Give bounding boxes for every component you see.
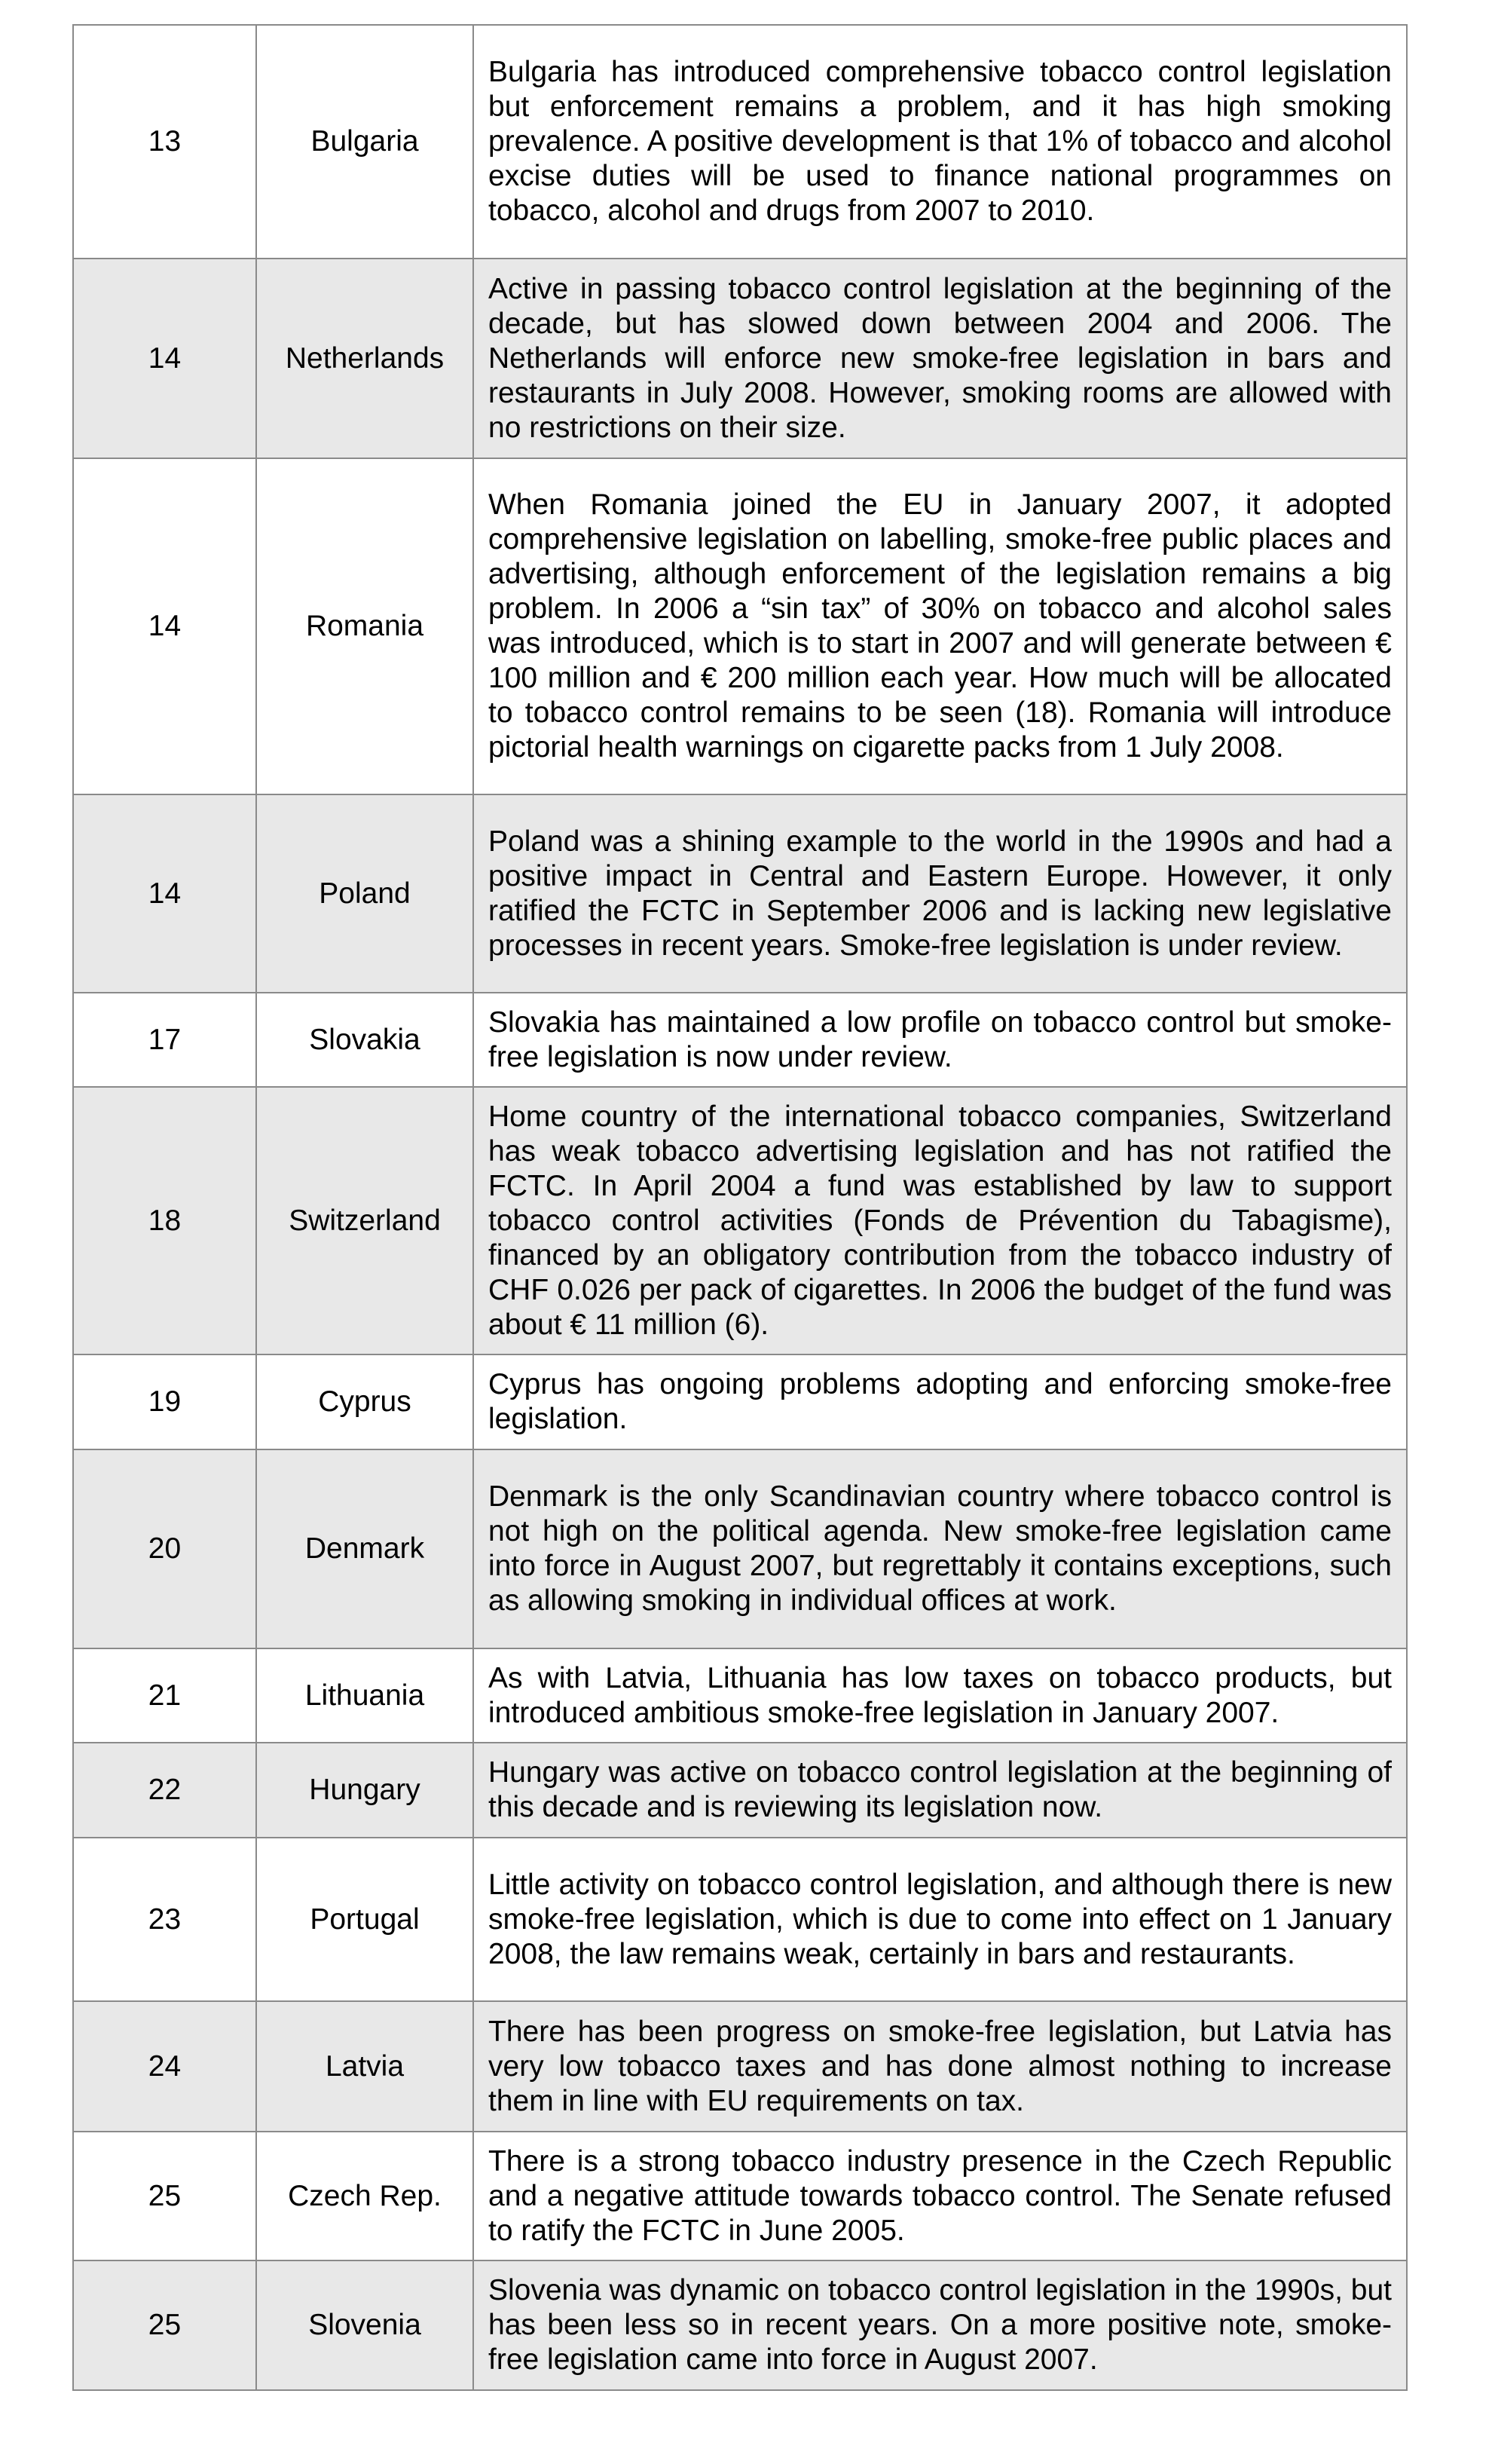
rank-cell: 23: [73, 1838, 256, 2001]
country-cell: Bulgaria: [256, 25, 473, 259]
description-cell: Active in passing tobacco control legislation at the beginning of the decade, but has slowed down between 2004 and 2006. The Netherlands will enforce new smoke-free legislation in bars and restaurants in July 2008. However, smoking rooms are allowed with no restrictions on their size.: [473, 259, 1407, 458]
rank-cell: 20: [73, 1449, 256, 1648]
description-cell: There is a strong tobacco industry presence in the Czech Republic and a negative attitude towards tobacco control. The Senate refused to ratify the FCTC in June 2005.: [473, 2132, 1407, 2260]
rank-cell: 14: [73, 458, 256, 794]
table-row: [73, 1354, 1407, 1449]
table-row: [73, 259, 1407, 458]
rank-cell: 21: [73, 1648, 256, 1743]
country-ranking-table: [72, 24, 1408, 2391]
country-cell: Denmark: [256, 1449, 473, 1648]
country-cell: Cyprus: [256, 1354, 473, 1449]
country-cell: Portugal: [256, 1838, 473, 2001]
description-cell: Cyprus has ongoing problems adopting and enforcing smoke-free legislation.: [473, 1354, 1407, 1449]
table-row: [73, 1648, 1407, 1743]
description-cell: Slovakia has maintained a low profile on tobacco control but smoke-free legislation is now under review.: [473, 993, 1407, 1087]
rank-cell: 22: [73, 1743, 256, 1838]
table-row: [73, 794, 1407, 993]
description-cell: Slovenia was dynamic on tobacco control legislation in the 1990s, but has been less so in recent years. On a more positive note, smoke-free legislation came into force in August 2007.: [473, 2260, 1407, 2390]
table-body: [73, 25, 1407, 2390]
country-cell: Romania: [256, 458, 473, 794]
description-cell: Hungary was active on tobacco control legislation at the beginning of this decade and is reviewing its legislation now.: [473, 1743, 1407, 1838]
description-cell: As with Latvia, Lithuania has low taxes on tobacco products, but introduced ambitious smoke-free legislation in January 2007.: [473, 1648, 1407, 1743]
table-row: [73, 1087, 1407, 1354]
table-row: [73, 2132, 1407, 2260]
table-row: [73, 458, 1407, 794]
country-cell: Lithuania: [256, 1648, 473, 1743]
rank-cell: 25: [73, 2132, 256, 2260]
rank-cell: 18: [73, 1087, 256, 1354]
rank-cell: 19: [73, 1354, 256, 1449]
table-row: [73, 2260, 1407, 2390]
rank-cell: 14: [73, 794, 256, 993]
country-cell: Hungary: [256, 1743, 473, 1838]
rank-cell: 17: [73, 993, 256, 1087]
country-cell: Latvia: [256, 2001, 473, 2132]
table-row: [73, 2001, 1407, 2132]
rank-cell: 14: [73, 259, 256, 458]
description-cell: Denmark is the only Scandinavian country where tobacco control is not high on the political agenda. New smoke-free legislation came into force in August 2007, but regrettably it contains exceptions, such as allowing smoking in individual offices at work.: [473, 1449, 1407, 1648]
table-row: [73, 1743, 1407, 1838]
description-cell: Little activity on tobacco control legislation, and although there is new smoke-free legislation, which is due to come into effect on 1 January 2008, the law remains weak, certainly in bars and restaurants.: [473, 1838, 1407, 2001]
country-cell: Poland: [256, 794, 473, 993]
table-row: [73, 1838, 1407, 2001]
rank-cell: 24: [73, 2001, 256, 2132]
country-cell: Netherlands: [256, 259, 473, 458]
country-cell: Slovenia: [256, 2260, 473, 2390]
table-row: [73, 25, 1407, 259]
rank-cell: 25: [73, 2260, 256, 2390]
country-cell: Switzerland: [256, 1087, 473, 1354]
description-cell: There has been progress on smoke-free legislation, but Latvia has very low tobacco taxes and has done almost nothing to increase them in line with EU requirements on tax.: [473, 2001, 1407, 2132]
description-cell: Poland was a shining example to the world in the 1990s and had a positive impact in Central and Eastern Europe. However, it only ratified the FCTC in September 2006 and is lacking new legislative processes in recent years. Smoke-free legislation is under review.: [473, 794, 1407, 993]
country-cell: Slovakia: [256, 993, 473, 1087]
rank-cell: 13: [73, 25, 256, 259]
country-cell: Czech Rep.: [256, 2132, 473, 2260]
table-row: [73, 993, 1407, 1087]
description-cell: Home country of the international tobacco companies, Switzerland has weak tobacco advertising legislation and has not ratified the FCTC. In April 2004 a fund was established by law to support tobacco control activities (Fonds de Prévention du Tabagisme), financed by an obligatory contribution from the tobacco industry of CHF 0.026 per pack of cigarettes. In 2006 the budget of the fund was about € 11 million (6).: [473, 1087, 1407, 1354]
table-row: [73, 1449, 1407, 1648]
description-cell: When Romania joined the EU in January 2007, it adopted comprehensive legislation on labelling, smoke-free public places and advertising, although enforcement of the legislation remains a big problem. In 2006 a “sin tax” of 30% on tobacco and alcohol sales was introduced, which is to start in 2007 and will generate between € 100 million and € 200 million each year. How much will be allocated to tobacco control remains to be seen (18). Romania will introduce pictorial health warnings on cigarette packs from 1 July 2008.: [473, 458, 1407, 794]
description-cell: Bulgaria has introduced comprehensive tobacco control legislation but enforcement remains a problem, and it has high smoking prevalence. A positive development is that 1% of tobacco and alcohol excise duties will be used to finance national programmes on tobacco, alcohol and drugs from 2007 to 2010.: [473, 25, 1407, 259]
